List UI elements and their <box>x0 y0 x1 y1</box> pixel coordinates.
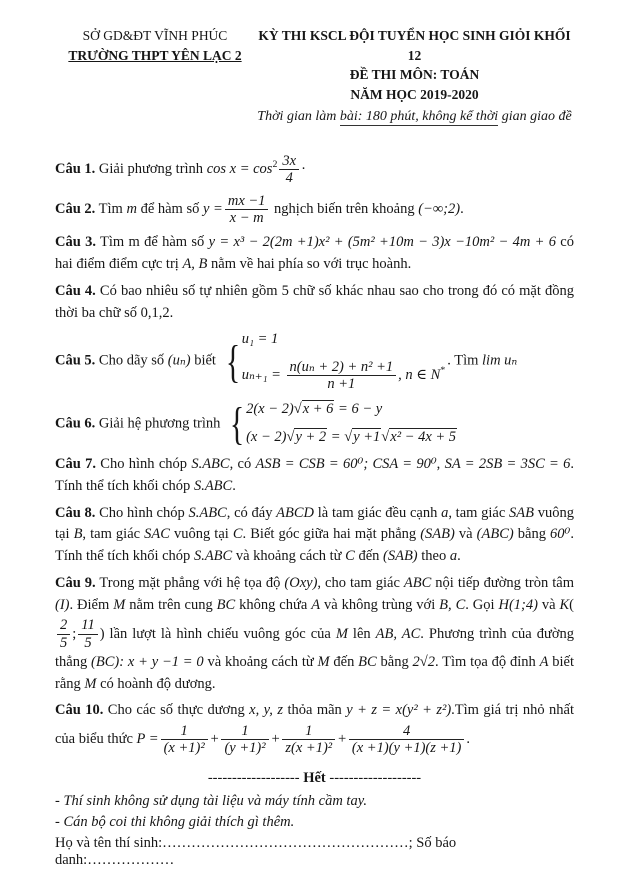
exam-year: NĂM HỌC 2019-2020 <box>350 86 479 102</box>
math-run: (ABC) <box>476 526 514 543</box>
text-run: và khoảng cách từ <box>232 548 346 565</box>
math-run: lim uₙ <box>482 352 518 369</box>
math-run: + <box>337 731 347 748</box>
math-run: (−∞;2) <box>418 201 461 218</box>
radical-icon: √ <box>293 400 302 417</box>
math-run: y = <box>202 201 223 218</box>
fraction-denominator: (x +1)² <box>163 740 205 757</box>
math-run: A, B <box>182 256 208 273</box>
fraction <box>225 193 269 226</box>
time-note-pre: Thời gian làm <box>257 109 340 125</box>
fraction-denominator: z(x +1)² <box>285 740 333 757</box>
text-run: , có <box>229 456 256 473</box>
system-row-2 <box>242 358 446 393</box>
sqrt-expression <box>344 428 381 445</box>
math-run: y = x³ − 2(2m +1)x² + (5m² +10m − 3)x −10m² − 4m + 6 <box>208 234 556 251</box>
header-right <box>255 26 574 128</box>
math-run: M <box>317 653 330 670</box>
question-1 <box>55 152 574 187</box>
math-run: + <box>270 731 281 748</box>
math-run: (I) <box>55 596 70 613</box>
radicand: y + 2 <box>295 429 327 446</box>
text-run: và không trùng với <box>320 596 440 613</box>
math-run: A <box>539 653 549 670</box>
fraction <box>78 617 97 650</box>
fraction-denominator: (x +1)(y +1)(z +1) <box>351 740 462 757</box>
math-run: m <box>126 201 137 218</box>
sqrt-expression <box>286 428 327 445</box>
question-3-label: Câu 3. <box>55 234 96 251</box>
question-4-label: Câu 4. <box>55 282 96 299</box>
math-run: C <box>232 526 243 543</box>
text-run: lên <box>347 625 376 642</box>
fraction-numerator: 2 <box>57 617 70 634</box>
department-name: SỞ GD&ĐT VĨNH PHÚC <box>82 28 228 43</box>
radical-icon: √ <box>286 429 295 446</box>
superscript: 2 <box>272 158 278 170</box>
text-run: . <box>232 477 236 494</box>
math-run: (SAB) <box>420 526 455 543</box>
fraction <box>161 723 208 756</box>
fraction <box>349 723 464 756</box>
radical-icon: √ <box>381 429 390 446</box>
text-run: Giải hệ phương trình <box>95 415 224 432</box>
fraction <box>221 723 268 756</box>
text-run: nằm về hai phía so với trục hoành. <box>207 256 412 273</box>
text-run: . Biết góc giữa hai mặt phẳng <box>242 526 421 543</box>
question-6-equation-system: { 2(x − 2)√x + 6 = 6 − y (x − 2)√y + 2 = √y +1√x² − 4x + 5 <box>229 397 457 449</box>
math-run: SA = 2SB = 3SC = 6 <box>444 456 571 473</box>
math-run: y + z = x(y² + z²) <box>346 702 452 719</box>
system-row-2 <box>246 427 457 449</box>
sqrt-expression <box>381 428 457 445</box>
question-7-label: Câu 7. <box>55 456 96 473</box>
text-run: Cho hình chóp <box>95 504 189 521</box>
footer <box>55 770 574 869</box>
text-run: . <box>457 548 461 565</box>
math-run: (uₙ) <box>167 352 191 369</box>
text-run: . <box>460 201 464 218</box>
text-run: để hàm số <box>136 201 203 218</box>
text-run: Giải phương trình <box>95 160 207 177</box>
text-run: , <box>436 456 445 473</box>
text-run: ; <box>72 625 77 642</box>
question-8-body <box>55 505 574 565</box>
math-run: S.ABC <box>191 456 230 473</box>
math-run: + <box>209 731 220 748</box>
fraction-denominator: 5 <box>84 634 92 651</box>
time-note-underlined: bài: 180 phút, không kể thời <box>339 109 499 125</box>
question-7-body <box>55 456 574 494</box>
system-rows <box>242 329 446 393</box>
text-run: , có đáy <box>226 504 277 521</box>
exam-subject: ĐỀ THI MÔN: TOÁN <box>349 67 480 83</box>
end-rule-left: ------------------- <box>207 769 300 786</box>
text-run: , tam giác <box>448 504 510 521</box>
math-run: SAC <box>144 526 170 543</box>
math-run: a <box>441 504 449 521</box>
end-rule-right: ------------------- <box>329 769 422 786</box>
fraction-denominator: 5 <box>60 634 68 651</box>
text-run: thỏa mãn <box>283 702 347 719</box>
math-run: u₁ = 1 <box>241 331 279 348</box>
question-6-lead <box>95 415 224 431</box>
question-4-body <box>55 283 574 321</box>
math-run: B <box>73 526 83 543</box>
system-rows <box>246 399 457 450</box>
text-run: và <box>454 526 477 543</box>
math-run: B, C <box>439 596 466 613</box>
math-run: (x − 2) <box>246 429 287 446</box>
fraction <box>279 153 299 186</box>
fraction-denominator: n +1 <box>327 376 356 393</box>
text-run: .Tìm giá trị nhỏ nhất của biểu thức <box>55 702 574 748</box>
text-run: ) lần lượt là hình chiếu vuông góc của <box>99 625 336 642</box>
text-run: , tam giác <box>82 526 145 543</box>
math-run: H(1;4) <box>498 596 538 613</box>
question-8 <box>55 503 574 568</box>
fraction-numerator: 1 <box>161 723 208 740</box>
text-run: . Điểm <box>69 596 114 613</box>
math-run: A <box>311 596 321 613</box>
system-row-1 <box>242 329 446 351</box>
math-run: M <box>113 596 126 613</box>
text-run: biết <box>190 352 220 369</box>
math-run: (Oxy) <box>284 574 318 591</box>
text-run: và khoảng cách từ <box>203 653 318 670</box>
math-run: SAB <box>509 504 535 521</box>
system-row-1 <box>246 399 457 421</box>
text-run: vuông tại <box>55 504 574 543</box>
math-run: a <box>449 548 458 565</box>
text-run: có hai điểm điểm cực trị <box>55 234 574 273</box>
school-name: TRƯỜNG THPT YÊN LẠC 2 <box>68 47 242 63</box>
question-5-label: Câu 5. <box>55 352 96 369</box>
text-run: theo <box>417 548 450 565</box>
question-7 <box>55 454 574 498</box>
question-2 <box>55 192 574 227</box>
header-left <box>55 26 255 128</box>
instruction-note-2: - Cán bộ coi thi không giải thích gì thêm. <box>55 813 295 830</box>
text-run: đến <box>329 653 359 670</box>
radical-icon: √ <box>344 429 353 446</box>
end-divider <box>55 770 574 787</box>
text-run: nằm trên cung <box>125 596 217 613</box>
fraction-denominator: 4 <box>285 169 293 186</box>
question-5-equation-system: { u₁ = 1 uₙ₊₁ = $\frac{\text{n(uₙ + 2) + n² +1}}{n +1}$ , n ∈ N* <box>225 331 446 393</box>
question-10 <box>55 700 574 757</box>
text-run: có hoành độ dương. <box>96 675 216 692</box>
instruction-note-1: - Thí sinh không sử dụng tài liệu và máy tính cầm tay. <box>55 792 367 809</box>
radicand: x + 6 <box>302 400 334 417</box>
text-run: nghịch biến trên khoảng <box>270 201 419 218</box>
math-run: AB, AC <box>375 625 421 642</box>
header <box>55 26 574 128</box>
question-9-body <box>55 575 574 692</box>
question-9 <box>55 573 574 695</box>
text-run: và <box>537 596 560 613</box>
fraction-numerator: 3x <box>279 153 299 170</box>
math-run: M <box>84 675 97 692</box>
text-run: bằng <box>376 653 413 670</box>
superscript: * <box>440 365 446 377</box>
text-run: biết rằng <box>55 653 574 692</box>
question-1-label: Câu 1. <box>55 160 96 177</box>
time-note-post: gian giao đề <box>498 109 572 125</box>
math-run: 2√2 <box>412 653 435 670</box>
text-run: Trong mặt phẳng với hệ tọa độ <box>95 574 285 591</box>
text-run: không chứa <box>235 596 312 613</box>
math-run: P = <box>136 731 159 748</box>
fraction-numerator: mx −1 <box>225 193 269 210</box>
math-run: , n ∈ N <box>398 367 441 384</box>
question-10-label: Câu 10. <box>55 702 104 719</box>
fraction-denominator: x − m <box>229 210 264 227</box>
math-run: ASB = CSB = 60⁰; CSA = 90⁰ <box>255 456 437 473</box>
question-5-lead <box>95 353 219 369</box>
math-run: BC <box>358 653 377 670</box>
math-run: ABCD <box>276 504 315 521</box>
math-run: uₙ₊₁ = <box>241 367 285 384</box>
text-run: . Tính thể tích khối chóp <box>55 456 575 494</box>
math-run: x, y, z <box>249 702 284 719</box>
fraction-denominator: (y +1)² <box>224 740 266 757</box>
math-run: 60⁰ <box>550 526 571 543</box>
math-run: K <box>559 596 570 613</box>
question-2-body <box>95 193 464 227</box>
question-10-body <box>55 702 574 757</box>
fraction-numerator: 11 <box>78 617 97 634</box>
question-2-label: Câu 2. <box>55 201 96 218</box>
end-label: Hết <box>303 769 326 786</box>
math-run: (BC): x + y −1 = 0 <box>91 653 204 670</box>
math-run: M <box>335 625 348 642</box>
fraction-numerator: 1 <box>221 723 268 740</box>
candidate-name-line: Họ và tên thí sinh:……………………………………………; Số báo danh:……………… <box>55 834 457 868</box>
text-run: bằng <box>513 526 551 543</box>
math-run: BC <box>216 596 236 613</box>
question-1-body <box>95 152 306 186</box>
text-run: . Phương trình của đường thẳng <box>55 625 575 670</box>
question-5 <box>55 329 574 393</box>
math-run: = 6 − y <box>334 400 383 417</box>
sqrt-expression <box>294 400 335 417</box>
text-run: nội tiếp đường tròn tâm <box>431 574 574 591</box>
math-run: cos x = cos <box>206 160 273 177</box>
text-run: ( <box>569 596 575 613</box>
question-6-label: Câu 6. <box>55 415 96 432</box>
question-4 <box>55 281 574 325</box>
math-run: ABC <box>403 574 432 591</box>
math-run: S.ABC <box>193 548 233 565</box>
math-run: S.ABC <box>188 504 227 521</box>
text-run: là tam giác đều cạnh <box>314 504 442 521</box>
question-6 <box>55 399 574 450</box>
math-run: 2(x − 2) <box>246 400 294 417</box>
text-run: Tìm m để hàm số <box>95 234 209 251</box>
text-run: Cho hình chóp <box>95 456 192 473</box>
text-run: Có bao nhiêu số tự nhiên gồm 5 chữ số khác nhau sao cho trong đó có mặt đồng thời ba chữ số 0,1,2. <box>55 282 575 321</box>
text-run: vuông tại <box>169 526 233 543</box>
text-run: , cho tam giác <box>317 574 404 591</box>
math-run: C <box>345 548 355 565</box>
radicand: x² − 4x + 5 <box>390 429 457 446</box>
question-8-label: Câu 8. <box>55 504 96 521</box>
text-run: · <box>301 160 306 177</box>
fraction <box>57 617 70 650</box>
text-run: . <box>466 731 471 748</box>
fraction <box>287 359 397 392</box>
time-note <box>255 107 574 127</box>
text-run: Cho các số thực dương <box>103 702 250 719</box>
fraction <box>282 723 335 756</box>
text-run: Cho dãy số <box>95 352 168 369</box>
fraction-numerator: 4 <box>349 723 464 740</box>
text-run: . Tính thể tích khối chóp <box>55 526 574 565</box>
text-run: . Gọi <box>465 596 499 613</box>
math-run: S.ABC <box>193 477 233 494</box>
fraction-numerator: n(uₙ + 2) + n² +1 <box>287 359 397 376</box>
text-run: Tìm <box>95 201 127 218</box>
question-9-label: Câu 9. <box>55 574 96 591</box>
fraction-numerator: 1 <box>282 723 335 740</box>
question-3 <box>55 232 574 276</box>
text-run: . Tìm tọa độ đỉnh <box>434 653 540 670</box>
text-run: . Tìm <box>447 352 483 369</box>
math-run: = <box>327 429 345 446</box>
question-5-tail <box>447 353 517 369</box>
radicand: y +1 <box>353 429 381 446</box>
exam-title: KỲ THI KSCL ĐỘI TUYỂN HỌC SINH GIỎI KHỐI 12 <box>258 28 571 63</box>
text-run: đến <box>354 548 384 565</box>
math-run: (SAB) <box>383 548 418 565</box>
question-3-body <box>55 234 574 272</box>
